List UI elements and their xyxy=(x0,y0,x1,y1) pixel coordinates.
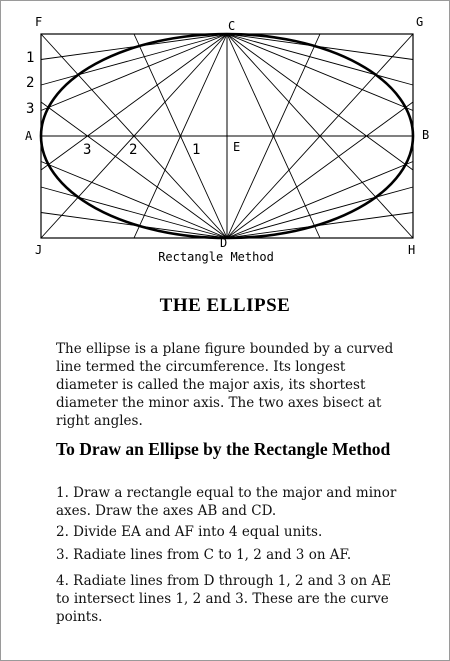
step-3: 3. Radiate lines from C to 1, 2 and 3 on AF. xyxy=(56,547,352,563)
label-a: A xyxy=(25,129,33,143)
axis-number-1: 1 xyxy=(192,142,201,158)
label-d: D xyxy=(220,236,228,250)
construction-line-8 xyxy=(227,162,413,239)
axis-number-2: 2 xyxy=(129,142,138,158)
step-1: 1. Draw a rectangle equal to the major and minor axes. Draw the axes AB and CD. xyxy=(56,485,397,519)
figure-caption: Rectangle Method xyxy=(158,250,274,264)
axis-number-3: 3 xyxy=(83,142,92,158)
step-2: 2. Divide EA and AF into 4 equal units. xyxy=(56,524,323,540)
label-c: C xyxy=(228,19,236,33)
step-4: 4. Radiate lines from D through 1, 2 and 3 on AE to intersect lines 1, 2 and 3. These are the curve points. xyxy=(56,573,392,625)
construction-line-10 xyxy=(227,187,413,238)
construction-line-18 xyxy=(227,102,413,238)
side-number-3: 3 xyxy=(26,101,35,117)
label-f: F xyxy=(35,15,43,29)
label-j: J xyxy=(35,243,43,257)
page-title: THE ELLIPSE xyxy=(159,295,291,316)
label-g: G xyxy=(416,15,424,29)
side-number-2: 2 xyxy=(26,75,35,91)
label-b: B xyxy=(422,128,430,142)
construction-line-17 xyxy=(41,102,227,238)
construction-line-7 xyxy=(41,162,227,239)
label-e: E xyxy=(233,140,241,154)
construction-line-2 xyxy=(227,34,413,111)
label-h: H xyxy=(408,243,416,257)
construction-line-1 xyxy=(41,34,227,111)
side-number-1: 1 xyxy=(26,50,35,66)
construction-line-4 xyxy=(227,34,413,85)
construction-line-9 xyxy=(41,187,227,238)
section-title: To Draw an Ellipse by the Rectangle Method xyxy=(56,439,391,459)
ellipse-rectangle-diagram xyxy=(1,1,449,263)
construction-line-3 xyxy=(41,34,227,85)
intro-paragraph: The ellipse is a plane figure bounded by a curved line termed the circumference. Its longest diameter is called the major axis, its shortest diameter the minor axis. The two axes bisect at right angles. xyxy=(56,341,394,429)
construction-line-24 xyxy=(227,34,413,170)
